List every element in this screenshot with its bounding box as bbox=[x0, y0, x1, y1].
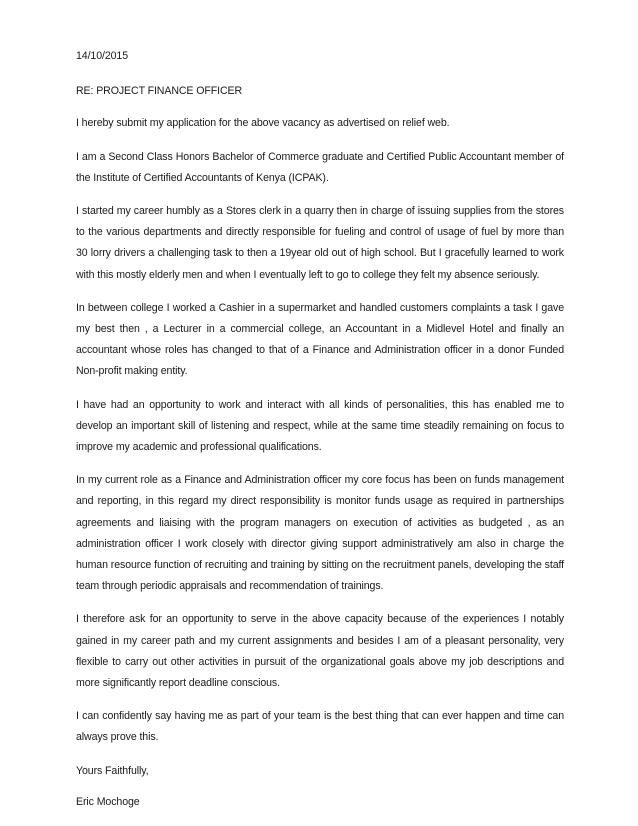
paragraph-career-start: I started my career humbly as a Stores clerk in a quarry then in charge of issuing supplies from the stores to the various departments and directly responsible for fueling and control of usage of fuel by more than 30 lorry drivers a challenging task to then a 19year old out of high school. But I gracefully learned to work with this mostly elderly men and when I eventually left to go to college they felt my absence seriously. bbox=[76, 205, 564, 281]
letter-page bbox=[76, 46, 564, 813]
letter-closing: Yours Faithfully, bbox=[76, 764, 149, 777]
letter-date: 14/10/2015 bbox=[76, 50, 129, 62]
paragraph-application: I hereby submit my application for the above vacancy as advertised on relief web. bbox=[76, 117, 450, 130]
paragraph-confidence: I can confidently say having me as part of your team is the best thing that can ever happen and time can always prove this. bbox=[76, 710, 564, 744]
letter-signature: Eric Mochoge bbox=[76, 795, 140, 808]
paragraph-experience: In between college I worked a Cashier in a supermarket and handled customers complaints a task I gave my best then , a Lecturer in a commercial college, an Accountant in a Midlevel Hotel and finally an accountant whose roles has changed to that of a Finance and Administration officer in a donor Funded Non-profit making entity. bbox=[76, 301, 564, 378]
paragraph-current-role: In my current role as a Finance and Administration officer my core focus has been on funds management and reporting, in this regard my direct responsibility is monitor funds usage as required in partnerships agreements and liaising with the program managers on execution of activities as budgeted , as an administration officer I work closely with director giving support administratively am also in charge the human resource function of recruiting and training by sitting on the recruitment panels, developing the staff team through periodic appraisals and recommendation of trainings. bbox=[76, 474, 564, 593]
paragraph-qualifications: I am a Second Class Honors Bachelor of Commerce graduate and Certified Public Accountant member of the Institute of Certified Accountants of Kenya (ICPAK). bbox=[76, 150, 564, 184]
letter-subject: RE: PROJECT FINANCE OFFICER bbox=[76, 85, 243, 98]
paragraph-request: I therefore ask for an opportunity to serve in the above capacity because of the experiences I notably gained in my career path and my current assignments and besides I am of a pleasant personality, very flexible to carry out other activities in pursuit of the organizational goals above my job descriptions and more significantly report deadline conscious. bbox=[76, 613, 564, 690]
paragraph-personal-skills: I have had an opportunity to work and interact with all kinds of personalities, this has enabled me to develop an important skill of listening and respect, while at the same time steadily remaining on focus to improve my academic and professional qualifications. bbox=[76, 398, 564, 454]
